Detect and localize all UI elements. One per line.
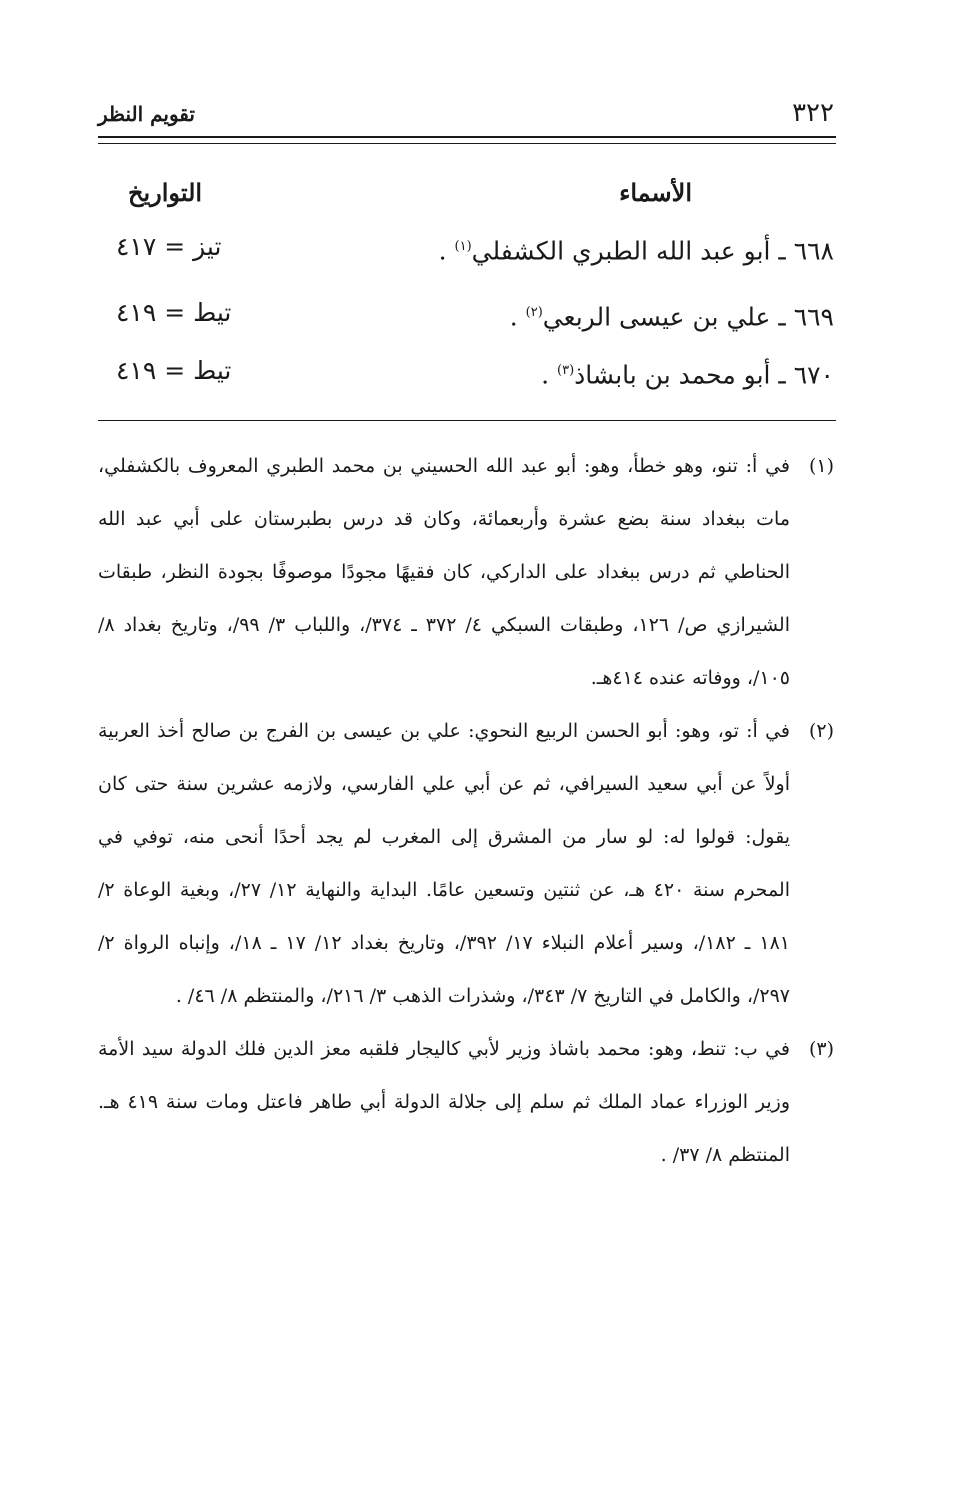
footnote bbox=[98, 1023, 834, 1182]
footnote-number: (٢) bbox=[808, 720, 834, 742]
footnote bbox=[98, 440, 834, 705]
entry-date: تيط = ٤١٩ bbox=[116, 356, 232, 385]
names-column-heading: الأسماء bbox=[619, 178, 692, 207]
footnote-text: في ب: تنط، وهو: محمد باشاذ وزير لأبي كاليجار فلقبه معز الدين فلك الدولة سيد الأمة وزير الوزراء عماد الملك ثم سلم إلى جلالة الدولة أبي طاهر فاعتل ومات سنة ٤١٩ هـ. المنتظم ٨/ ٣٧/ . bbox=[98, 1038, 790, 1166]
footnote bbox=[98, 705, 834, 1023]
running-title: تقويم النظر bbox=[98, 102, 195, 126]
footnotes bbox=[98, 440, 834, 1182]
entry-name: ٦٧٠ ـ أبو محمد بن بابشاذ$^{(٣)}$ . bbox=[541, 360, 834, 390]
footnote-ref: (١) bbox=[454, 239, 472, 254]
footnote-ref: (٣) bbox=[557, 363, 575, 378]
footnote-number: (١) bbox=[808, 455, 834, 477]
page-number: ٣٢٢ bbox=[792, 98, 834, 128]
header-rule-thin bbox=[98, 143, 836, 144]
footnote-ref: (٢) bbox=[525, 305, 543, 320]
footnote-text: في أ: تو، وهو: أبو الحسن الربيع النحوي: علي بن عيسى بن الفرج بن صالح أخذ العربية أولاً عن أبي سعيد السيرافي، ثم عن أبي علي الفارسي، ولازمه عشرين سنة حتى كان يقول: قولوا له: لو سار من المشرق إلى المغرب لم يجد أحدًا أنحى منه، توفي في المحرم سنة ٤٢٠ هـ، عن ثنتين وتسعين عامًا. البداية والنهاية ١٢/ ٢٧/، وبغية الوعاة ٢/ ١٨١ ـ ١٨٢/، وسير أعلام النبلاء ١٧/ ٣٩٢/، وتاريخ بغداد ١٢/ ١٧ ـ ١٨/، وإنباه الرواة ٢/ ٢٩٧/، والكامل في التاريخ ٧/ ٣٤٣/، وشذرات الذهب ٣/ ٢١٦/، والمنتظم ٨/ ٤٦/ . bbox=[98, 720, 791, 1007]
entry-name: ٦٦٩ ـ علي بن عيسى الربعي$^{(٢)}$ . bbox=[509, 302, 834, 332]
header-rule bbox=[98, 136, 836, 138]
entry-date: تيط = ٤١٩ bbox=[116, 298, 232, 327]
dates-column-heading: التواريخ bbox=[128, 178, 203, 207]
entry-name: ٦٦٨ ـ أبو عبد الله الطبري الكشفلي$^{(١)}$ . bbox=[438, 236, 834, 266]
footnote-text: في أ: تنو، وهو خطأ، وهو: أبو عبد الله الحسيني بن محمد الطبري المعروف بالكشفلي، مات ببغداد سنة بضع عشرة وأربعمائة، وكان قد درس بطبرستان على أبي عبد الله الحناطي ثم درس ببغداد على الداركي، كان فقيهًا مجودًا موصوفًا بجودة النظر، طبقات الشيرازي ص/ ١٢٦، وطبقات السبكي ٤/ ٣٧٢ ـ ٣٧٤/، واللباب ٣/ ٩٩/، وتاريخ بغداد ٨/ ١٠٥/، ووفاته عنده ٤١٤هـ. bbox=[98, 455, 790, 689]
entry-date: تيز = ٤١٧ bbox=[116, 232, 222, 261]
footnote-number: (٣) bbox=[808, 1038, 834, 1060]
footnote-separator bbox=[98, 420, 836, 421]
